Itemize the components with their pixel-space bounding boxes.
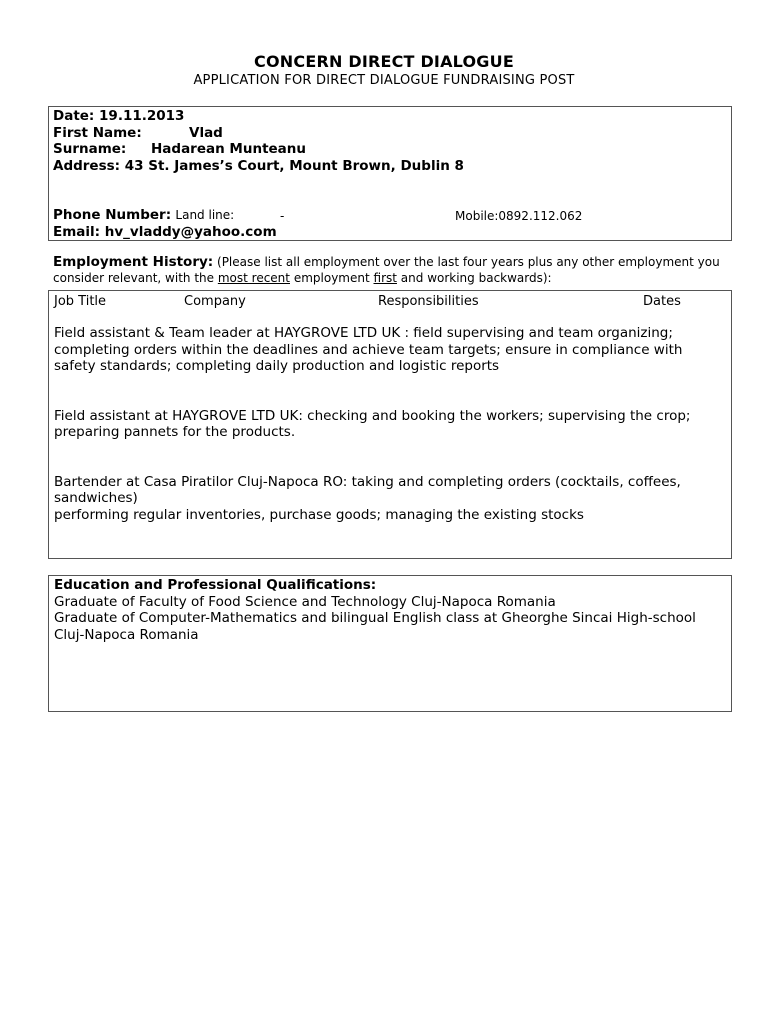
mobile-number: Mobile:0892.112.062 <box>455 209 583 223</box>
address-label: Address: <box>53 157 121 174</box>
employment-entry-text: Field assistant & Team leader at HAYGROVE LTD UK : field supervising and team organizing; completing orders within the deadlines and achieve team targets; ensure in compliance with safety standards; completing daily production and logistic reports <box>54 325 683 374</box>
employment-entry <box>54 474 724 524</box>
date-row <box>53 108 727 125</box>
column-job-title: Job Title <box>54 294 107 309</box>
phone-row <box>53 207 727 224</box>
education-item: Graduate of Faculty of Food Science and Technology Cluj-Napoca Romania <box>54 593 556 610</box>
address-row <box>53 158 727 175</box>
spacer <box>53 174 727 207</box>
employment-column-headers <box>54 292 726 310</box>
surname-value: Hadarean Munteanu <box>151 141 307 157</box>
landline-value: - <box>280 209 285 223</box>
employment-entry-text: Bartender at Casa Piratilor Cluj-Napoca RO: taking and completing orders (cocktails, coffees, sandwiches) <box>54 473 681 506</box>
column-company: Company <box>184 294 246 309</box>
personal-details-box <box>48 106 732 241</box>
date-value: 19.11.2013 <box>99 108 185 124</box>
employment-entry <box>54 408 724 441</box>
email-value: hv_vladdy@yahoo.com <box>104 223 277 240</box>
document-title: CONCERN DIRECT DIALOGUE <box>254 52 514 71</box>
employment-entry-text: Field assistant at HAYGROVE LTD UK: checking and booking the workers; supervising the crop; preparing pannets for the products. <box>54 407 691 440</box>
education-heading: Education and Professional Qualifications: <box>54 577 377 593</box>
employment-entry <box>54 325 724 375</box>
column-responsibilities: Responsibilities <box>378 294 479 309</box>
education-box <box>48 575 732 712</box>
email-label: Email: <box>53 223 101 240</box>
employment-instruction-most-recent: most recent <box>217 271 290 285</box>
first-name-row <box>53 125 727 142</box>
employment-history-heading <box>53 254 733 286</box>
surname-row <box>53 141 727 158</box>
column-dates: Dates <box>643 294 681 309</box>
employment-instruction-part2: employment <box>293 271 370 285</box>
address-value: 43 St. James’s Court, Mount Brown, Dublin 8 <box>124 157 464 174</box>
employment-entry-text: performing regular inventories, purchase goods; managing the existing stocks <box>54 506 584 523</box>
first-name-value: Vlad <box>189 124 223 141</box>
employment-instruction-part3: and working backwards): <box>400 271 552 285</box>
employment-history-box <box>48 290 732 559</box>
employment-instruction-first: first <box>373 271 397 285</box>
employment-instruction-part1: (Please list all employment over the last four years plus any other employment you consider relevant, with the <box>53 255 720 285</box>
education-item: Graduate of Computer-Mathematics and bilingual English class at Gheorghe Sincai High-school Cluj-Napoca Romania <box>54 610 696 643</box>
email-row <box>53 224 727 241</box>
employment-heading-label: Employment History: <box>53 254 214 270</box>
phone-label: Phone Number: <box>53 207 172 223</box>
first-name-label: First Name: <box>53 124 142 141</box>
date-label: Date: <box>53 108 95 124</box>
surname-label: Surname: <box>53 141 127 157</box>
document-subtitle: APPLICATION FOR DIRECT DIALOGUE FUNDRAISING POST <box>193 73 575 88</box>
landline-label: Land line: <box>175 208 235 222</box>
